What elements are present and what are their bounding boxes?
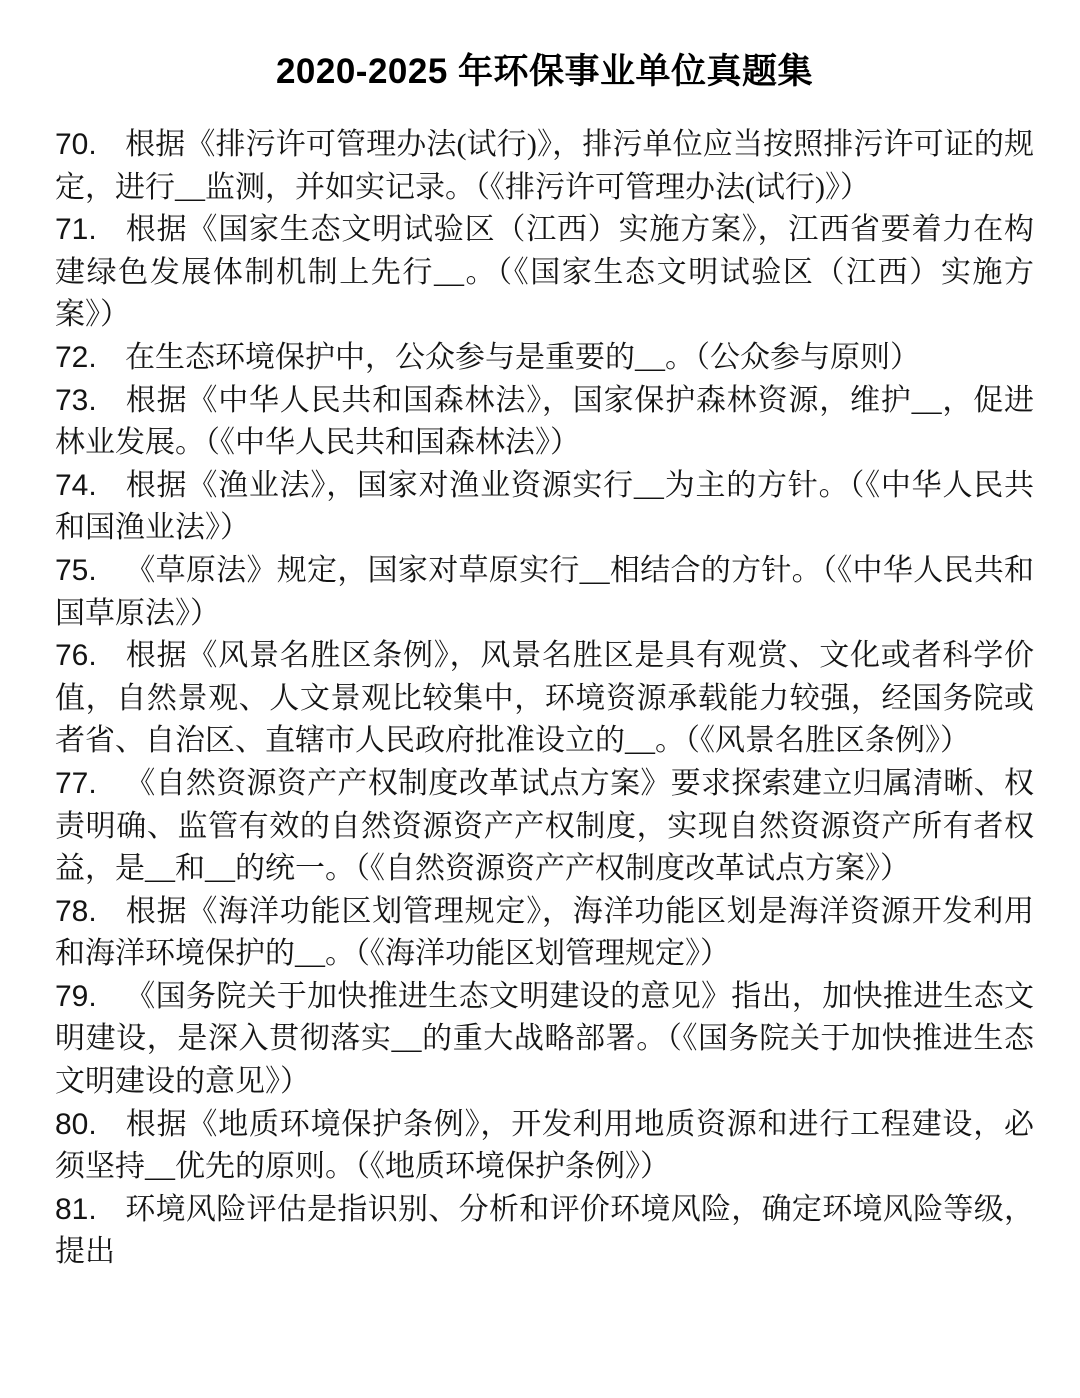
question-item-80	[55, 1104, 1034, 1189]
question-text: 《草原法》规定，国家对草原实行__相结合的方针。（《中华人民共和国草原法》）	[55, 553, 1034, 630]
question-text: 根据《地质环境保护条例》，开发利用地质资源和进行工程建设，必须坚持__优先的原则。（《地质环境保护条例》）	[55, 1107, 1034, 1184]
question-text: 根据《国家生态文明试验区（江西）实施方案》，江西省要着力在构建绿色发展体制机制上先行__。（《国家生态文明试验区（江西）实施方案》）	[55, 213, 1034, 332]
question-text: 根据《中华人民共和国森林法》，国家保护森林资源，维护__，促进林业发展。（《中华人民共和国森林法》）	[55, 383, 1034, 460]
question-number: 80.	[55, 1107, 97, 1141]
question-text: 根据《海洋功能区划管理规定》，海洋功能区划是海洋资源开发利用和海洋环境保护的__。（《海洋功能区划管理规定》）	[55, 894, 1034, 971]
question-item-72	[55, 337, 1034, 380]
question-number: 75.	[55, 553, 97, 587]
question-item-76	[55, 635, 1034, 763]
question-item-70	[55, 124, 1034, 209]
question-number: 71.	[55, 213, 97, 247]
question-item-78	[55, 891, 1034, 976]
question-text: 根据《渔业法》，国家对渔业资源实行__为主的方针。（《中华人民共和国渔业法》）	[55, 468, 1034, 545]
question-number: 72.	[55, 340, 97, 374]
question-text: 《自然资源资产产权制度改革试点方案》要求探索建立归属清晰、权责明确、监管有效的自然资源资产产权制度，实现自然资源资产所有者权益，是__和__的统一。（《自然资源资产产权制度改革试点方案》）	[55, 766, 1034, 886]
question-number: 76.	[55, 639, 97, 673]
question-number: 77.	[55, 766, 97, 800]
question-text: 环境风险评估是指识别、分析和评价环境风险，确定环境风险等级，提出	[55, 1192, 1034, 1269]
question-list	[55, 124, 1034, 1274]
question-item-77	[55, 763, 1034, 891]
question-item-81	[55, 1189, 1034, 1274]
question-number: 73.	[55, 383, 97, 417]
question-item-74	[55, 465, 1034, 550]
question-text: 根据《排污许可管理办法(试行)》，排污单位应当按照排污许可证的规定，进行__监测，并如实记录。（《排污许可管理办法(试行)》）	[55, 128, 1034, 204]
question-item-71	[55, 209, 1034, 337]
question-number: 74.	[55, 468, 97, 502]
question-number: 79.	[55, 979, 97, 1013]
question-item-79	[55, 976, 1034, 1104]
page-title: 2020-2025 年环保事业单位真题集	[275, 52, 814, 91]
question-number: 70.	[55, 128, 97, 161]
question-item-73	[55, 380, 1034, 465]
question-number: 81.	[55, 1192, 97, 1226]
question-text: 《国务院关于加快推进生态文明建设的意见》指出，加快推进生态文明建设，是深入贯彻落实__的重大战略部署。（《国务院关于加快推进生态文明建设的意见》）	[55, 979, 1034, 1099]
question-number: 78.	[55, 894, 97, 928]
question-item-75	[55, 550, 1034, 635]
question-text: 在生态环境保护中，公众参与是重要的__。（公众参与原则）	[125, 340, 920, 374]
question-text: 根据《风景名胜区条例》，风景名胜区是具有观赏、文化或者科学价值，自然景观、人文景观比较集中，环境资源承载能力较强，经国务院或者省、自治区、直辖市人民政府批准设立的__。（《风景名胜区条例》）	[55, 639, 1034, 758]
